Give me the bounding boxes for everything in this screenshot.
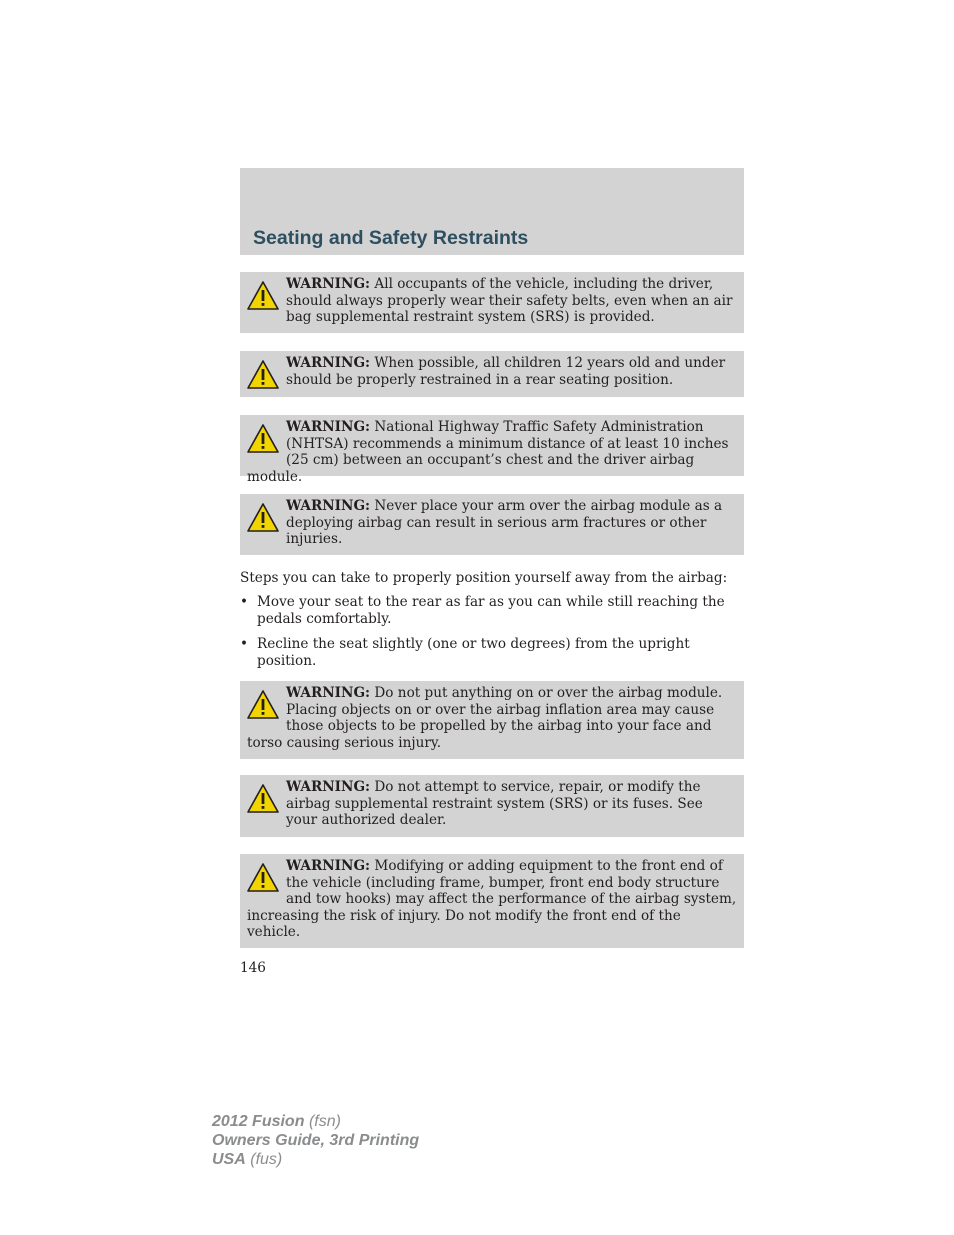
warning-triangle-icon [246,862,280,894]
warning-label: WARNING: [286,355,371,371]
warning-triangle-icon [246,689,280,721]
page-number: 146 [240,960,266,976]
warning-text: National Highway Traffic Safety Administration (NHTSA) recommends a minimum distance of at least 10 inches (25 cm) between an occupant’s chest and the driver airbag module. [247,419,729,485]
warning-box [240,351,744,397]
warning-triangle-icon [246,783,280,815]
warning-triangle-icon [246,359,280,391]
warning-box [240,681,744,759]
footer-model-code: (fsn) [308,1113,341,1130]
warning-box [240,415,744,485]
section-title: Seating and Safety Restraints [253,227,529,249]
warning-label: WARNING: [286,685,371,701]
document-footer [212,1112,419,1169]
warning-text: When possible, all children 12 years old and under should be properly restrained in a rear seating position. [286,355,726,388]
list-item [240,594,744,628]
bullet: • [240,594,249,610]
warning-box [240,272,744,333]
warning-label: WARNING: [286,779,371,795]
footer-market: USA [212,1151,246,1168]
bullet: • [240,636,249,652]
warning-box [240,494,744,555]
footer-edition: Owners Guide, 3rd Printing [212,1132,420,1149]
list-item-text: Move your seat to the rear as far as you can while still reaching the pedals comfortably. [257,594,725,627]
warning-label: WARNING: [286,276,371,292]
footer-line-model [212,1112,419,1131]
warning-triangle-icon [246,280,280,312]
warning-label: WARNING: [286,419,371,435]
warning-text: Do not attempt to service, repair, or modify the airbag supplemental restraint system (SRS) or its fuses. See your authorized dealer. [286,779,703,828]
footer-model: 2012 Fusion [212,1113,305,1130]
intro-paragraph: Steps you can take to properly position yourself away from the airbag: [240,570,728,586]
list-item-text: Recline the seat slightly (one or two degrees) from the upright position. [257,636,690,669]
footer-line-market [212,1150,419,1169]
section-header-band [240,168,744,255]
warning-box [240,775,744,837]
warning-box [240,854,744,948]
warning-label: WARNING: [286,858,371,874]
warning-triangle-icon [246,423,280,455]
warning-triangle-icon [246,502,280,534]
warning-text: Do not put anything on or over the airbag module. Placing objects on or over the airbag inflation area may cause those objects to be propelled by the airbag into your face and torso causing serious injury. [247,685,723,751]
list-item [240,636,744,670]
footer-market-code: (fus) [250,1151,283,1168]
warning-label: WARNING: [286,498,371,514]
warning-text: Modifying or adding equipment to the front end of the vehicle (including frame, bumper, front end body structure and tow hooks) may affect the performance of the airbag system, increasing the risk of injury. Do not modify the front end of the vehicle. [247,858,737,940]
warning-text: Never place your arm over the airbag module as a deploying airbag can result in serious arm fractures or other injuries. [286,498,723,547]
warning-text: All occupants of the vehicle, including the driver, should always properly wear their safety belts, even when an air bag supplemental restraint system (SRS) is provided. [286,276,733,325]
